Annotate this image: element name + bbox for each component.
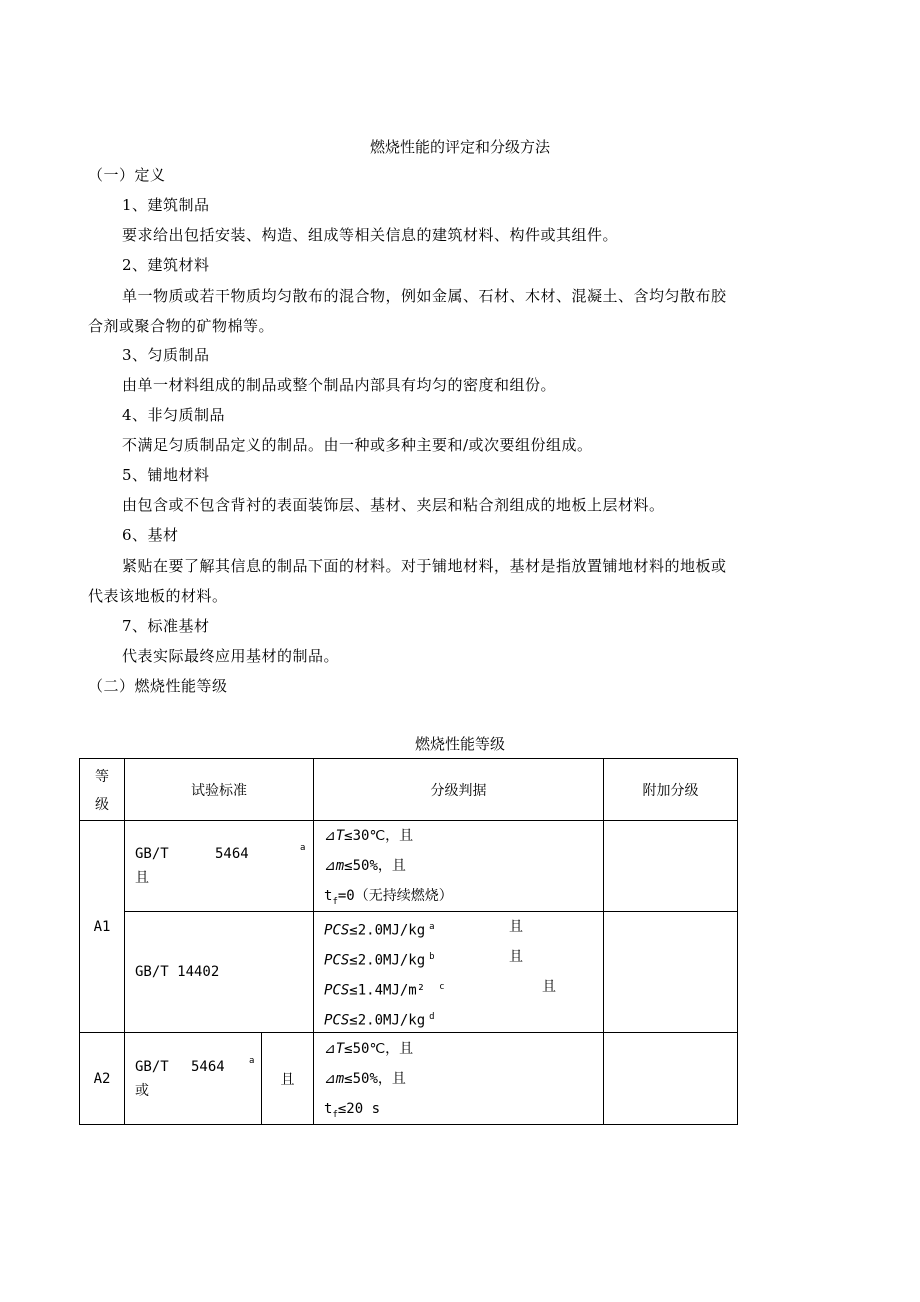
criteria-a1-part2	[314, 912, 604, 1033]
footnote-mark: a	[249, 1055, 255, 1066]
standard-gbt14402: GB/T 14402	[125, 912, 314, 1033]
standard-code: GB/T	[135, 846, 169, 862]
table-row-a1-part1	[80, 821, 738, 912]
standard-number: 5464	[215, 846, 249, 862]
criterion-line: PCS≤1.4MJ/m² $^c$ 且	[324, 979, 556, 999]
standard-conjunction: 且	[135, 870, 149, 886]
definition-text: 不满足匀质制品定义的制品。由一种或多种主要和/或次要组份组成。	[122, 436, 593, 454]
definition-text: 代表该地板的材料。	[88, 587, 228, 605]
section-heading-definitions: （一）定义	[88, 166, 166, 184]
criteria-a2	[314, 1033, 604, 1125]
header-grade-char: 级	[95, 796, 109, 813]
definition-text: 代表实际最终应用基材的制品。	[122, 647, 340, 665]
standard-and-a2: 且	[262, 1033, 314, 1125]
definition-heading: 1、建筑制品	[122, 196, 210, 214]
table-header-row	[80, 759, 738, 821]
standard-number: 5464	[191, 1058, 225, 1075]
criterion-line: $t_f=0$（无持续燃烧）	[324, 888, 453, 907]
criterion-line: ⊿T≤30℃，且	[324, 828, 414, 844]
table-title: 燃烧性能等级	[414, 735, 505, 753]
definition-text: 要求给出包括安装、构造、组成等相关信息的建筑材料、构件或其组件。	[122, 226, 619, 244]
footnote-mark: a	[300, 843, 306, 853]
standard-conjunction: 或	[135, 1082, 149, 1099]
extra-a1-part1	[604, 821, 738, 912]
definition-heading: 3、匀质制品	[122, 346, 210, 364]
definition-text: 由单一材料组成的制品或整个制品内部具有均匀的密度和组份。	[122, 376, 557, 394]
header-standard: 试验标准	[125, 759, 314, 821]
header-criteria: 分级判据	[314, 759, 604, 821]
criterion-line: $t_f\le 20$ s	[324, 1100, 381, 1120]
standard-gbt5464-a2	[125, 1033, 262, 1125]
standard-code: GB/T	[135, 1058, 169, 1075]
definition-text: 合剂或聚合物的矿物棉等。	[88, 317, 275, 335]
definition-text: 紧贴在要了解其信息的制品下面的材料。对于铺地材料，基材是指放置铺地材料的地板或	[122, 557, 727, 575]
extra-a2	[604, 1033, 738, 1125]
extra-a1-part2	[604, 912, 738, 1033]
criterion-line: PCS≤2.0MJ/kg $^d$	[324, 1012, 435, 1029]
criterion-line: ⊿T≤50℃，且	[324, 1040, 414, 1057]
definition-heading: 2、建筑材料	[122, 256, 210, 274]
table-row-a2	[80, 1033, 738, 1125]
header-grade	[80, 759, 125, 821]
criterion-line: PCS≤2.0MJ/kg $^a$ 且	[324, 919, 523, 939]
document-title: 燃烧性能的评定和分级方法	[369, 138, 550, 156]
criterion-line: ⊿m≤50%，且	[324, 858, 406, 874]
grade-table	[79, 758, 738, 1125]
grade-a1: A1	[80, 821, 125, 1033]
definition-heading: 4、非匀质制品	[122, 406, 226, 424]
section-heading-grades: （二）燃烧性能等级	[88, 677, 228, 695]
header-grade-char: 等	[95, 768, 109, 785]
criterion-line: PCS≤2.0MJ/kg $^b$ 且	[324, 949, 523, 969]
definition-text: 由包含或不包含背衬的表面装饰层、基材、夹层和粘合剂组成的地板上层材料。	[122, 496, 665, 514]
criterion-line: ⊿m≤50%，且	[324, 1070, 406, 1087]
grade-a2: A2	[80, 1033, 125, 1125]
criteria-a1-part1	[314, 821, 604, 912]
definition-heading: 5、铺地材料	[122, 466, 210, 484]
header-extra: 附加分级	[604, 759, 738, 821]
standard-gbt5464-a1	[125, 821, 314, 912]
definition-heading: 6、基材	[122, 526, 179, 544]
table-row-a1-part2	[80, 912, 738, 1033]
definition-text: 单一物质或若干物质均匀散布的混合物，例如金属、石材、木材、混凝土、含均匀散布胶	[122, 287, 727, 305]
definition-heading: 7、标准基材	[122, 617, 210, 635]
